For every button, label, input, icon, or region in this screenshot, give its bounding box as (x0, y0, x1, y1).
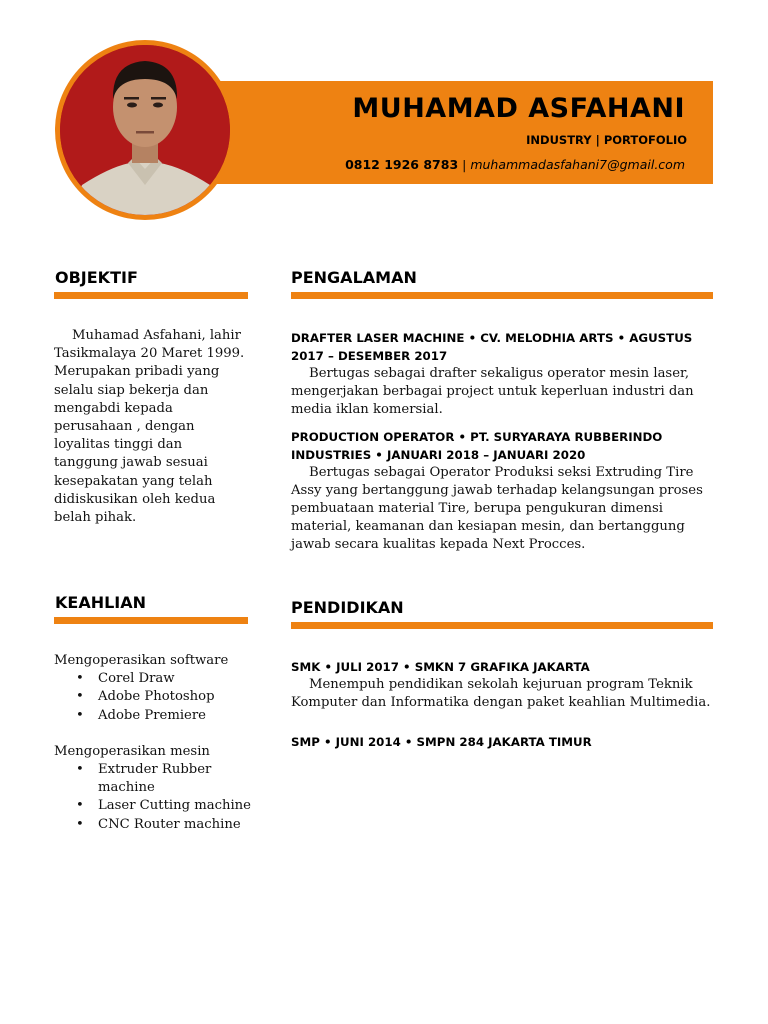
pengalaman-content (291, 329, 715, 555)
contact-line (345, 157, 685, 172)
education-heading: SMP • JUNI 2014 • SMPN 284 JAKARTA TIMUR (291, 735, 592, 750)
skill-list-software (76, 670, 254, 725)
skill-group-label: Mengoperasikan mesin (54, 743, 210, 759)
pendidikan-content (291, 658, 715, 751)
contact-separator: | (458, 157, 471, 172)
header-subtitle: INDUSTRY | PORTOFOLIO (526, 133, 687, 147)
skill-item: • Extruder Rubber machine (76, 761, 254, 797)
skill-item: • CNC Router machine (76, 816, 254, 834)
skill-item: • Corel Draw (76, 670, 254, 688)
pengalaman-heading: PENGALAMAN (291, 268, 417, 287)
email-address: muhammadasfahani7@gmail.com (470, 157, 685, 172)
pendidikan-heading: PENDIDIKAN (291, 598, 404, 617)
keahlian-rule (54, 617, 248, 624)
job-description: Bertugas sebagai Operator Produksi seksi Extruding Tire Assy yang bertanggung jawab terhadap kelangsungan proses pembuataan material Tire, berupa pengukuran dimensi material, keamanan dan kesiapan mesin, dan bertanggung jawab secara kualitas kepada Next Procces. (291, 464, 703, 553)
skill-item: • Laser Cutting machine (76, 797, 254, 815)
profile-photo (60, 45, 230, 215)
objektif-heading: OBJEKTIF (55, 268, 138, 287)
pendidikan-rule (291, 622, 713, 629)
phone-number: 0812 1926 8783 (345, 157, 459, 172)
candidate-name: MUHAMAD ASFAHANI (352, 93, 685, 124)
skill-item: • Adobe Photoshop (76, 688, 254, 706)
keahlian-content (54, 652, 254, 834)
job-heading: PRODUCTION OPERATOR • PT. SURYARAYA RUBBERINDO INDUSTRIES • JANUARI 2018 – JANUARI 2020 (291, 429, 663, 462)
profile-photo-illustration (60, 45, 230, 215)
skill-list-machine (76, 761, 254, 834)
objektif-text: Muhamad Asfahani, lahir Tasikmalaya 20 Maret 1999. Merupakan pribadi yang selalu siap bekerja dan mengabdi kepada perusahaan , dengan loyalitas tinggi dan tanggung jawab sesuai kesepakatan yang telah didiskusikan oleh kedua belah pihak. (54, 328, 245, 526)
objektif-rule (54, 292, 248, 299)
education-description: Menempuh pendidikan sekolah kejuruan program Teknik Komputer dan Informatika dengan paket keahlian Multimedia. (291, 677, 711, 711)
pengalaman-rule (291, 292, 713, 299)
skill-group-label: Mengoperasikan software (54, 653, 229, 668)
job-description: Bertugas sebagai drafter sekaligus operator mesin laser, mengerjakan berbagai project untuk keperluan industri dan media iklan komersial. (291, 366, 694, 418)
job-heading: DRAFTER LASER MACHINE • CV. MELODHIA ARTS • AGUSTUS 2017 – DESEMBER 2017 (291, 331, 693, 363)
keahlian-heading: KEAHLIAN (55, 593, 147, 612)
header-banner (215, 81, 713, 184)
education-heading: SMK • JULI 2017 • SMKN 7 GRAFIKA JAKARTA (291, 660, 590, 674)
skill-item: • Adobe Premiere (76, 707, 254, 725)
